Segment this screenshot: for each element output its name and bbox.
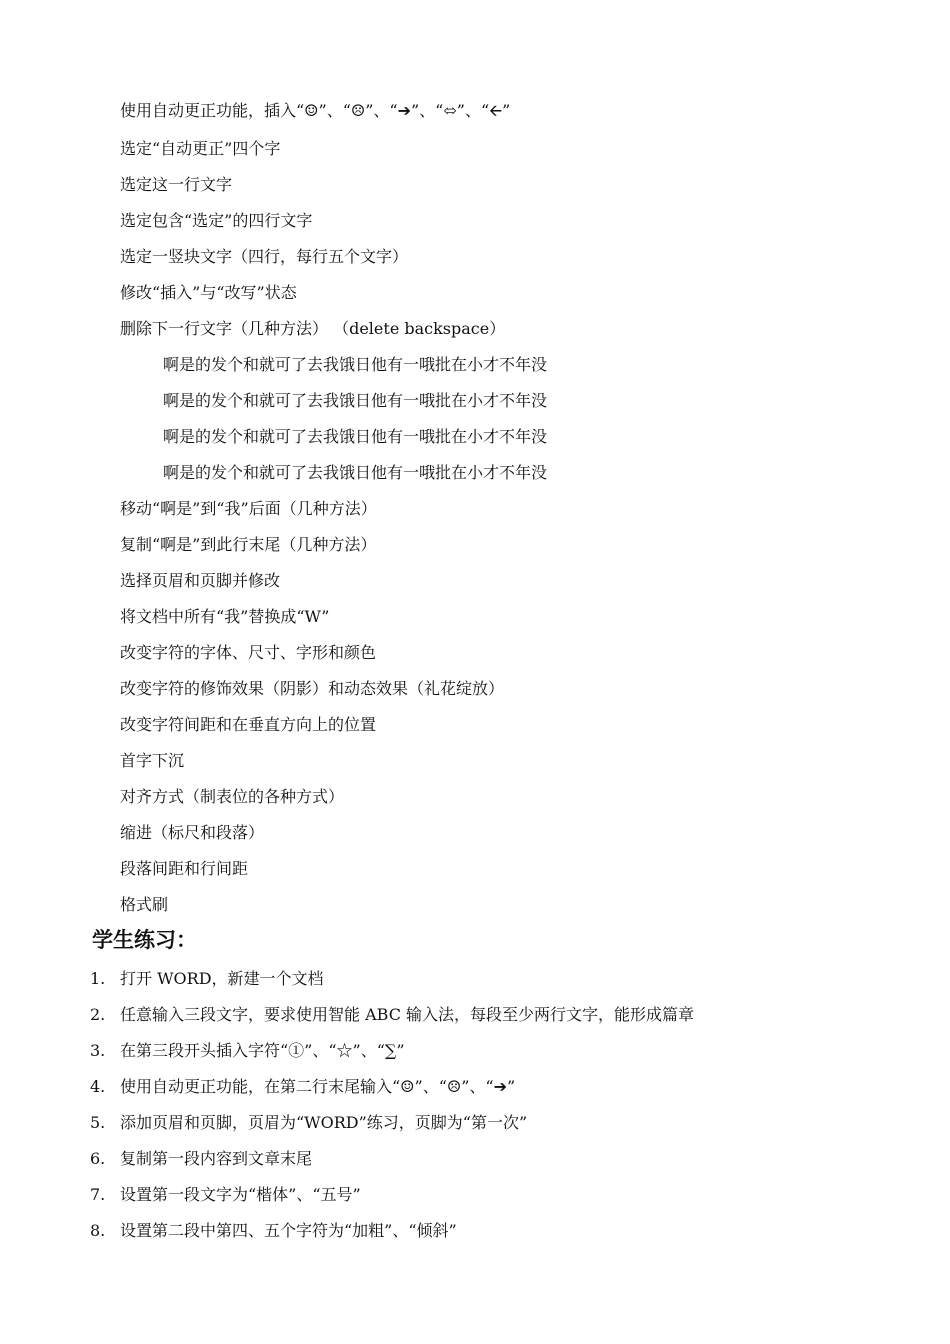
- instruction-line: 改变字符的修饰效果（阴影）和动态效果（礼花绽放）: [120, 679, 505, 698]
- instruction-line: 首字下沉: [120, 751, 185, 770]
- instruction-line: 改变字符的字体、尺寸、字形和颜色: [120, 643, 377, 662]
- instruction-line: 修改“插入”与“改写”状态: [120, 283, 297, 302]
- exercise-text: 在第三段开头插入字符“①”、“☆”、“∑”: [120, 1041, 405, 1060]
- instruction-line: 将文档中所有“我”替换成“W”: [120, 607, 330, 626]
- exercise-item: [90, 1113, 527, 1133]
- exercise-heading: 学生练习：: [92, 928, 197, 952]
- instruction-line: 使用自动更正功能，插入“☺”、“☹”、“➔”、“⬄”、“🡨”: [120, 101, 511, 120]
- exercise-text: 任意输入三段文字，要求使用智能 ABC 输入法，每段至少两行文字，能形成篇章: [120, 1005, 695, 1024]
- sample-text-line: 啊是的发个和就可了去我饿日他有一哦批在小才不年没: [163, 427, 548, 446]
- instruction-line: 改变字符间距和在垂直方向上的位置: [120, 715, 377, 734]
- exercise-text: 打开 WORD，新建一个文档: [120, 969, 324, 988]
- exercise-item: [90, 1041, 405, 1061]
- instruction-line: 格式刷: [120, 895, 169, 914]
- exercise-item: [90, 969, 324, 989]
- instruction-line: 段落间距和行间距: [120, 859, 249, 878]
- exercise-number: 8.: [90, 1221, 106, 1240]
- exercise-item: [90, 1221, 457, 1241]
- instruction-line: 选择页眉和页脚并修改: [120, 571, 281, 590]
- instruction-line: 缩进（标尺和段落）: [120, 823, 265, 842]
- exercise-item: [90, 1185, 361, 1205]
- exercise-text: 设置第二段中第四、五个字符为“加粗”、“倾斜”: [120, 1221, 457, 1240]
- exercise-text: 使用自动更正功能，在第二行末尾输入“☺”、“☹”、“➔”: [120, 1077, 516, 1096]
- instruction-line: 复制“啊是”到此行末尾（几种方法）: [120, 535, 377, 554]
- exercise-text: 添加页眉和页脚，页眉为“WORD”练习，页脚为“第一次”: [120, 1113, 528, 1132]
- exercise-text: 设置第一段文字为“楷体”、“五号”: [120, 1185, 361, 1204]
- exercise-number: 1.: [90, 969, 106, 988]
- exercise-text: 复制第一段内容到文章末尾: [120, 1149, 313, 1168]
- instruction-line: 对齐方式（制表位的各种方式）: [120, 787, 345, 806]
- sample-text-line: 啊是的发个和就可了去我饿日他有一哦批在小才不年没: [163, 463, 548, 482]
- instruction-line: 删除下一行文字（几种方法） （delete backspace）: [120, 319, 506, 338]
- exercise-number: 6.: [90, 1149, 106, 1168]
- instruction-line: 选定“自动更正”四个字: [120, 139, 281, 158]
- exercise-number: 4.: [90, 1077, 106, 1096]
- instruction-line: 移动“啊是”到“我”后面（几种方法）: [120, 499, 377, 518]
- exercise-item: [90, 1005, 694, 1025]
- instruction-line: 选定包含“选定”的四行文字: [120, 211, 313, 230]
- sample-text-line: 啊是的发个和就可了去我饿日他有一哦批在小才不年没: [163, 391, 548, 410]
- exercise-item: [90, 1077, 515, 1097]
- exercise-item: [90, 1149, 312, 1169]
- exercise-number: 3.: [90, 1041, 106, 1060]
- instruction-line: 选定一竖块文字（四行，每行五个文字）: [120, 247, 409, 266]
- instruction-line: 选定这一行文字: [120, 175, 233, 194]
- sample-text-line: 啊是的发个和就可了去我饿日他有一哦批在小才不年没: [163, 355, 548, 374]
- exercise-number: 5.: [90, 1113, 106, 1132]
- exercise-number: 2.: [90, 1005, 106, 1024]
- exercise-number: 7.: [90, 1185, 106, 1204]
